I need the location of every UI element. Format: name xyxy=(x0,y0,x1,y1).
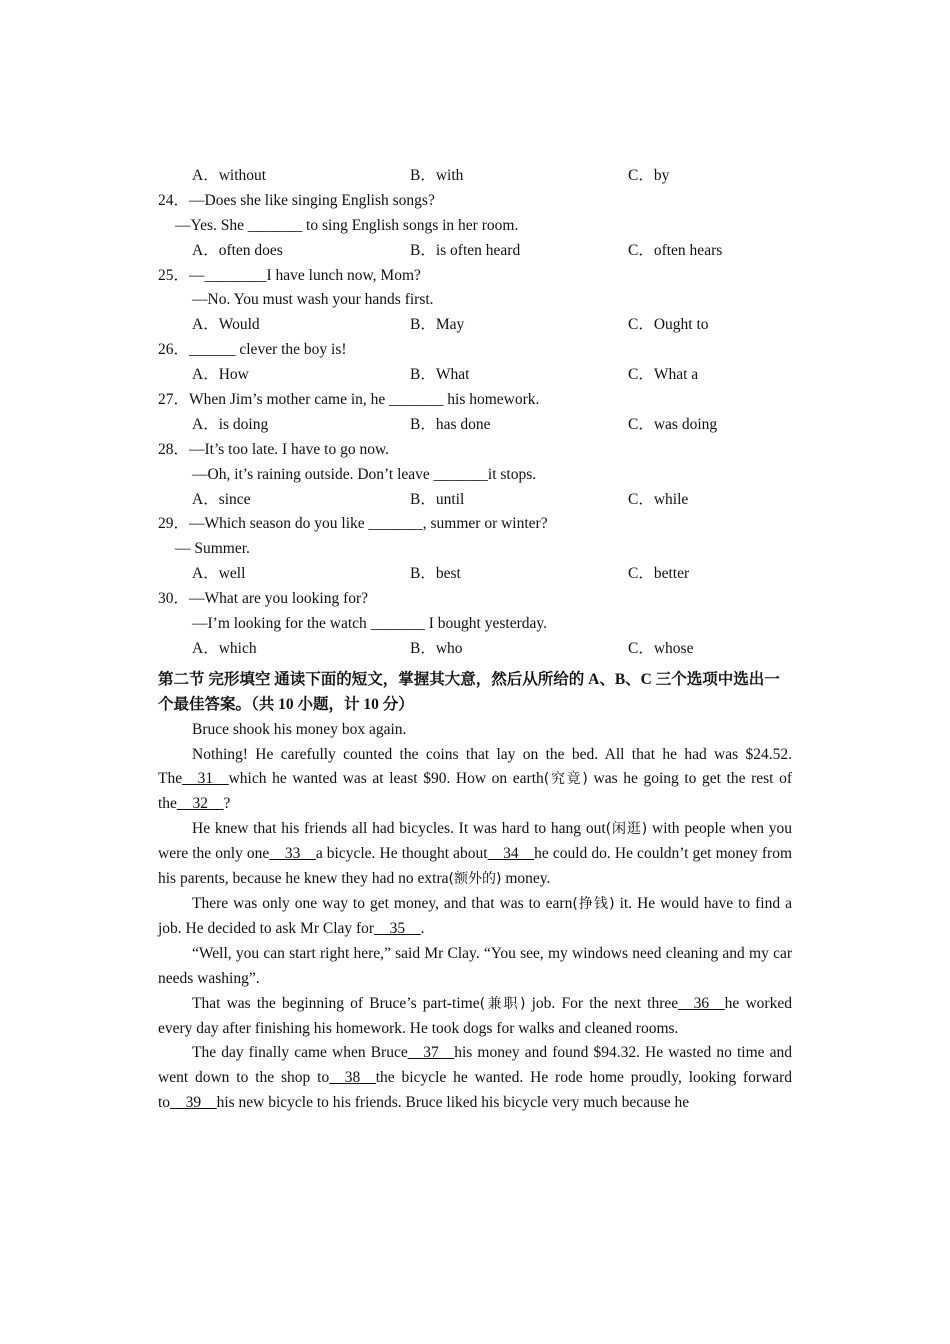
q26-stem: 26．______ clever the boy is! xyxy=(158,341,347,359)
p7-text-1: The day finally came when Bruce xyxy=(192,1044,408,1062)
p3-text-2: with people when you were the only one xyxy=(158,820,792,863)
q24-option-a: A．often does xyxy=(192,241,283,259)
p7-text-4: his new bicycle to his friends. Bruce liked his bicycle very much because he xyxy=(216,1094,690,1112)
q25-answer: —No. You must wash your hands first. xyxy=(192,291,434,309)
p3-text-4: he could do. He couldn’t get money from his parents, because he knew they had no extra xyxy=(158,845,792,888)
q28-option-b: B．until xyxy=(410,490,465,508)
p2-text-1: Nothing! He carefully counted the coins that lay on the bed. All that he had was $24.52. The xyxy=(158,745,792,788)
q25-option-b: B．May xyxy=(410,316,465,334)
q29-option-c: C．better xyxy=(628,565,690,583)
q26-option-c: C．What a xyxy=(628,366,699,384)
q27-option-b: B．has done xyxy=(410,415,491,433)
q30-option-b: B．who xyxy=(410,639,463,657)
q25-stem: 25．—________I have lunch now, Mom? xyxy=(158,266,421,284)
p6-text-2: job. For the next three xyxy=(525,994,679,1012)
q30-option-c: C．whose xyxy=(628,639,694,657)
q24-option-b: B．is often heard xyxy=(410,241,521,259)
blank-35: __35__ xyxy=(374,919,421,937)
q24-answer: —Yes. She _______ to sing English songs in her room. xyxy=(175,216,519,234)
p7-text-2: his money and found $94.32. He wasted no time and went down to the shop to xyxy=(158,1044,793,1087)
q27-option-a: A．is doing xyxy=(192,415,269,433)
q26-options xyxy=(158,363,792,388)
blank-39: __39__ xyxy=(170,1094,217,1112)
q25-options xyxy=(158,313,792,338)
blank-36: __36__ xyxy=(678,994,725,1012)
section2-title: 第二节 完形填空 通读下面的短文，掌握其大意，然后从所给的 A、B、C 三个选项中选出一个最佳答案。（共 10 小题，计 10 分） xyxy=(158,670,780,713)
p4-text-1: There was only one way to get money, and that was to earn xyxy=(192,894,573,912)
p6-text-1: That was the beginning of Bruce’s part-time xyxy=(192,994,480,1012)
passage-paragraph-3 xyxy=(158,817,792,892)
q29-stem: 29．—Which season do you like _______, summer or winter? xyxy=(158,515,548,533)
blank-38: __38__ xyxy=(329,1069,376,1087)
q24-stem: 24．—Does she like singing English songs? xyxy=(158,191,435,209)
p2-gloss-1: (究竟) xyxy=(543,771,588,788)
p3-text-1: He knew that his friends all had bicycles. It was hard to hang out xyxy=(192,820,606,838)
q28-option-a: A．since xyxy=(192,490,251,508)
passage-paragraph-6 xyxy=(158,992,792,1042)
blank-31: __31__ xyxy=(182,770,229,788)
q24-option-c: C．often hears xyxy=(628,241,723,259)
q27-options xyxy=(158,413,792,438)
passage-paragraph-7 xyxy=(158,1041,792,1116)
q30-options xyxy=(158,637,792,662)
q23-options xyxy=(158,164,792,189)
p3-text-5: money. xyxy=(501,870,551,888)
p3-text-3: a bicycle. He thought about xyxy=(315,845,488,863)
q27-stem: 27．When Jim’s mother came in, he _______ his homework. xyxy=(158,391,540,409)
p2-text-3: was he going to get the rest of the xyxy=(158,770,792,813)
q30-option-a: A．which xyxy=(192,639,257,657)
p3-gloss-1: (闲逛) xyxy=(605,821,648,838)
p4-gloss-1: (挣钱) xyxy=(572,895,615,912)
q25-option-c: C．Ought to xyxy=(628,316,709,334)
q28-answer: —Oh, it’s raining outside. Don’t leave _______it stops. xyxy=(192,465,537,483)
q29-answer: — Summer. xyxy=(175,540,250,558)
p4-text-2: it. He would have to find a job. He decided to ask Mr Clay for xyxy=(158,894,792,937)
blank-33: __33__ xyxy=(269,845,316,863)
passage-paragraph-4 xyxy=(158,892,792,942)
q25-option-a: A．Would xyxy=(192,316,260,334)
q28-stem: 28．—It’s too late. I have to go now. xyxy=(158,440,390,458)
p6-gloss-1: (兼职) xyxy=(479,995,526,1012)
q29-option-a: A．well xyxy=(192,565,246,583)
q23-option-b: B．with xyxy=(410,167,464,184)
q23-option-a: A．without xyxy=(192,167,267,184)
p2-text-4: ? xyxy=(223,795,231,813)
p7-text-3: the bicycle he wanted. He rode home proudly, looking forward to xyxy=(158,1069,792,1112)
q28-options xyxy=(158,488,792,513)
exam-page xyxy=(158,164,792,1116)
q30-answer: —I’m looking for the watch _______ I bought yesterday. xyxy=(192,615,547,633)
q30-stem: 30．—What are you looking for? xyxy=(158,590,369,608)
p3-gloss-2: (额外的) xyxy=(448,871,502,888)
q29-options xyxy=(158,562,792,587)
q27-option-c: C．was doing xyxy=(628,415,718,433)
blank-37: __37__ xyxy=(407,1044,455,1062)
q24-options xyxy=(158,239,792,264)
q26-option-b: B．What xyxy=(410,366,470,384)
q26-option-a: A．How xyxy=(192,366,249,384)
blank-34: __34__ xyxy=(487,845,535,863)
passage-paragraph-2 xyxy=(158,743,792,818)
p6-text-3: he worked every day after finishing his homework. He took dogs for walks and cleaned rooms. xyxy=(158,994,792,1037)
q28-option-c: C．while xyxy=(628,490,689,508)
blank-32: __32__ xyxy=(176,795,224,813)
q29-option-b: B．best xyxy=(410,565,461,583)
p2-text-2: which he wanted was at least $90. How on earth xyxy=(228,770,544,788)
p4-text-3: . xyxy=(420,919,425,937)
passage-paragraph-1: Bruce shook his money box again. xyxy=(192,720,407,738)
q23-option-c: C．by xyxy=(628,167,670,184)
passage-paragraph-5: “Well, you can start right here,” said Mr Clay. “You see, my windows need cleaning and my car needs washing”. xyxy=(158,944,792,987)
